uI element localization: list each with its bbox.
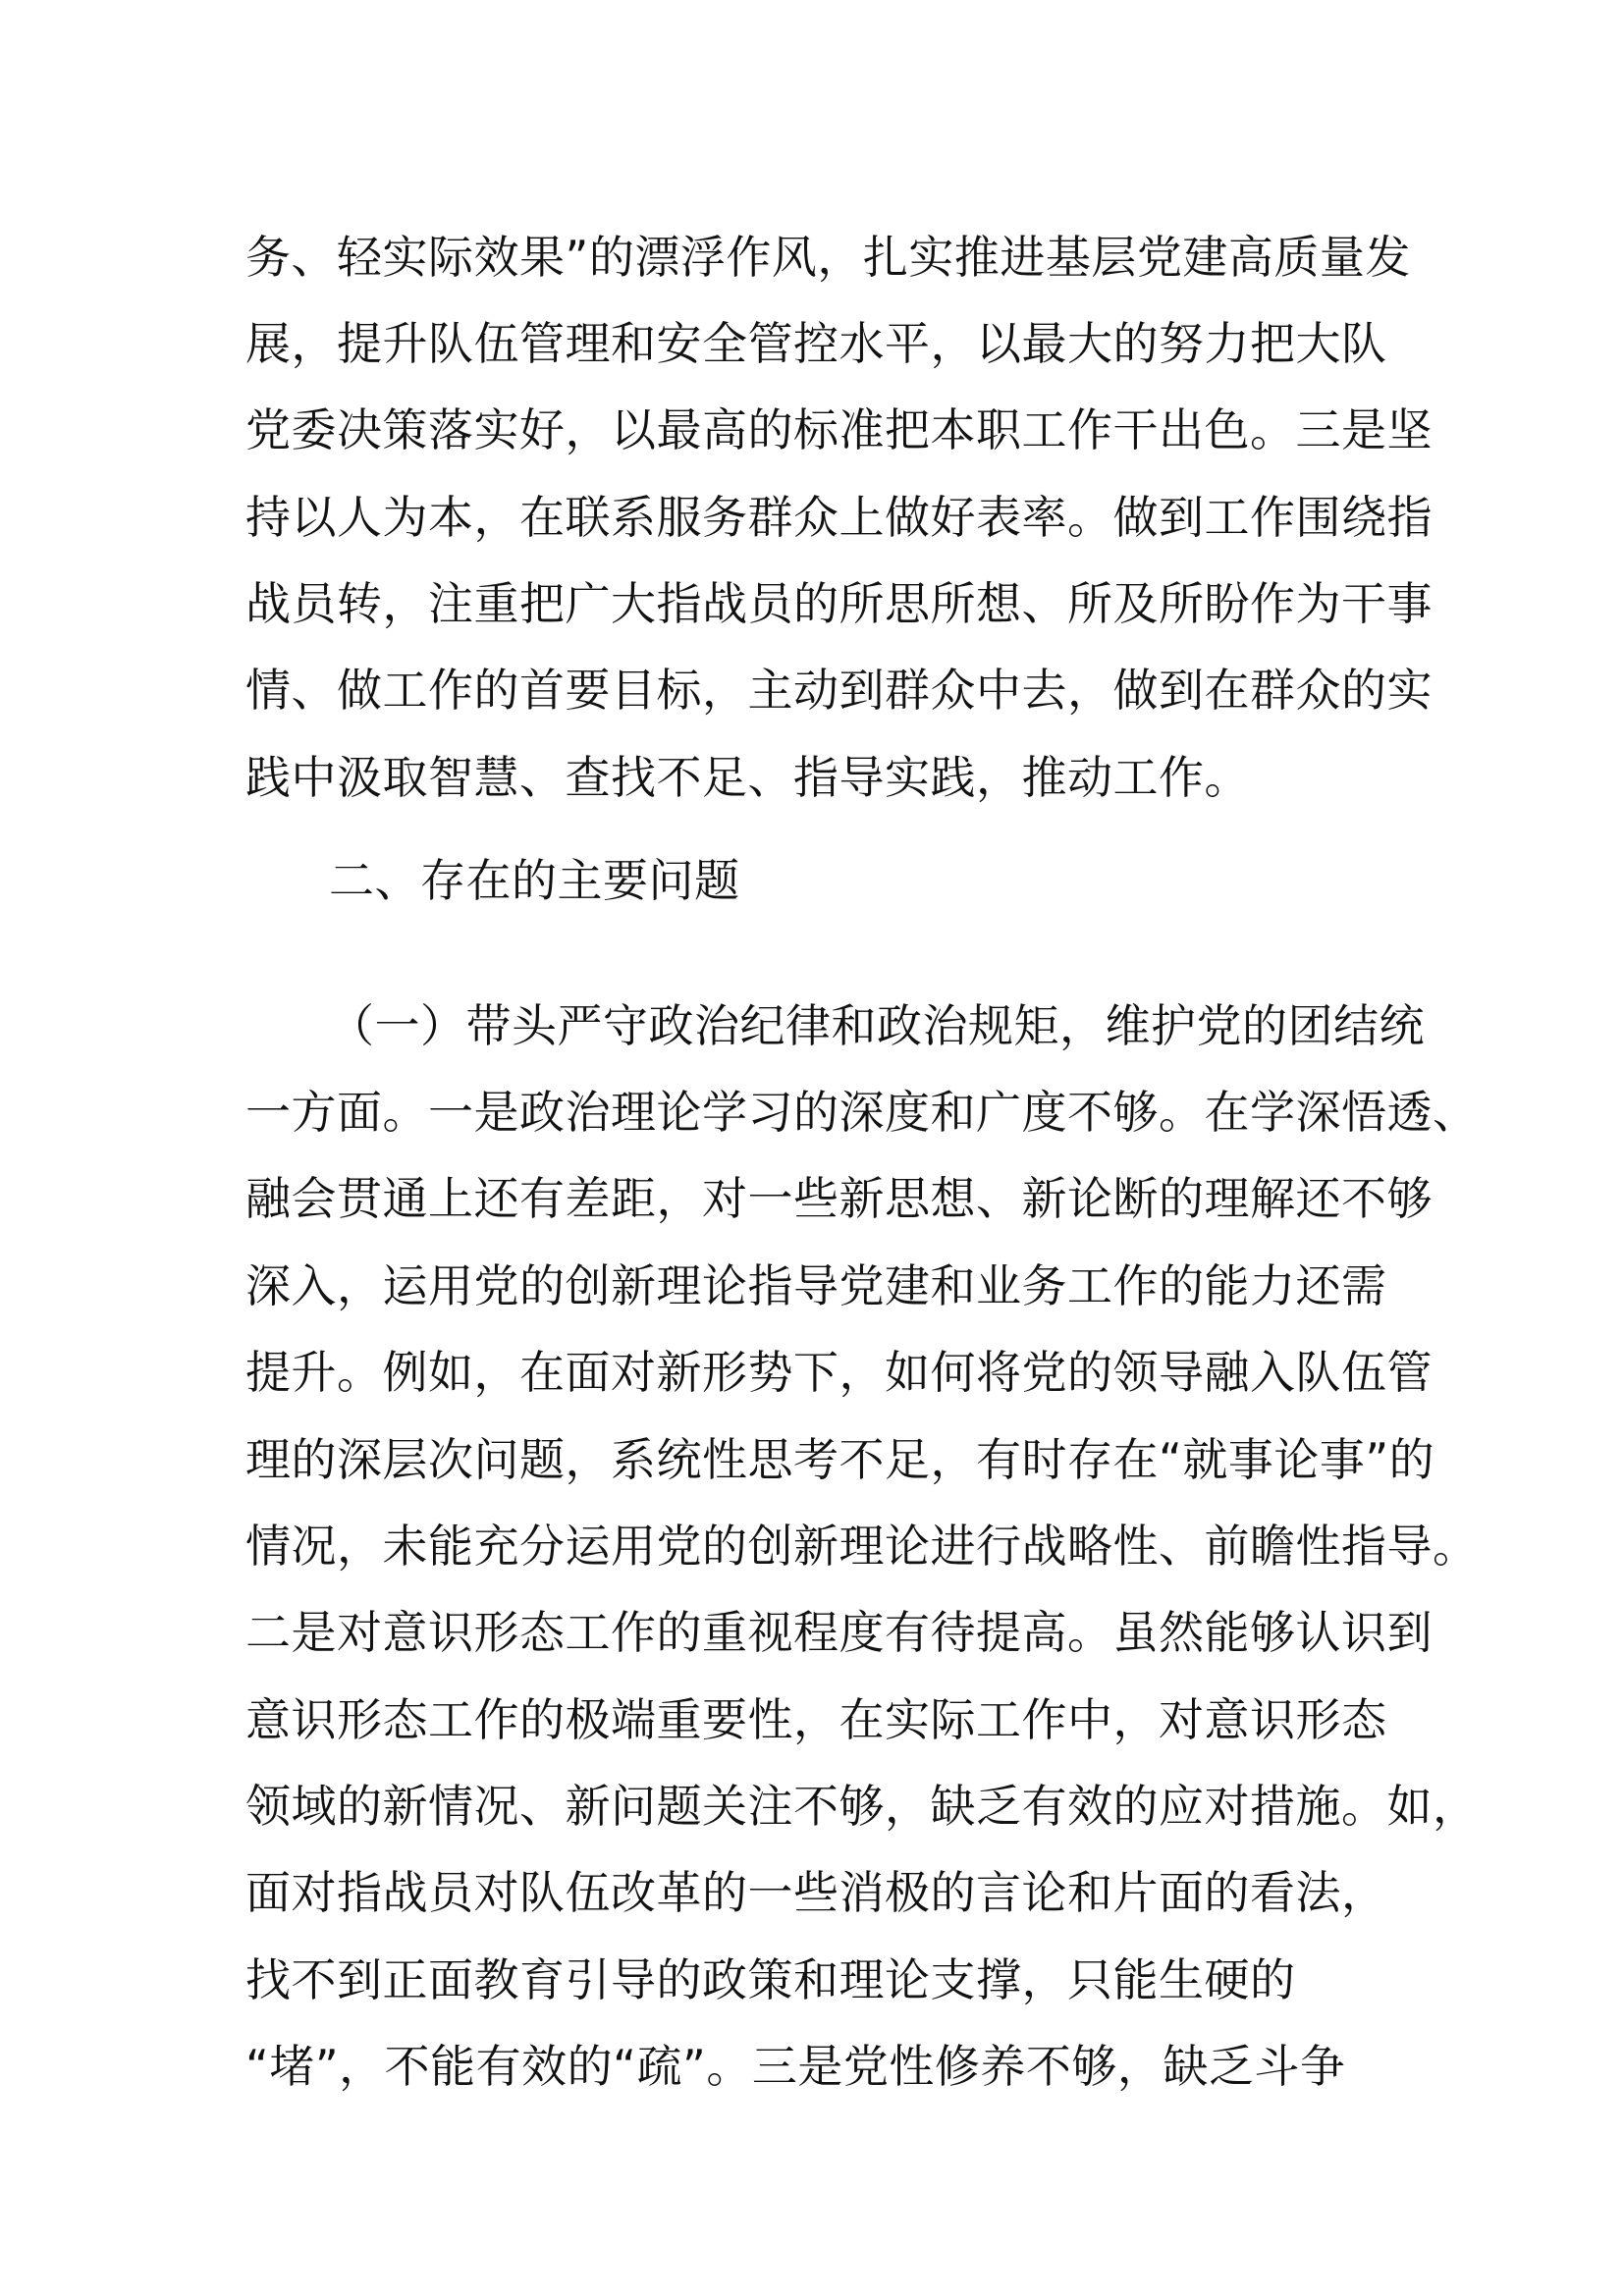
paragraph-line: 领域的新情况、新问题关注不够，缺乏有效的应对措施。如，: [245, 1780, 1479, 1833]
subsection-heading-line: （一）带头严守政治纪律和政治规矩，维护党的团结统: [329, 999, 1425, 1052]
paragraph-line: 战员转，注重把广大指战员的所思所想、所及所盼作为干事: [245, 577, 1433, 630]
paragraph-line: 一方面。一是政治理论学习的深度和广度不够。在学深悟透、: [245, 1086, 1479, 1139]
paragraph-line: 情况，未能充分运用党的创新理论进行战略性、前瞻性指导。: [245, 1520, 1479, 1573]
paragraph-line: 务、轻实际效果”的漂浮作风，扎实推进基层党建高质量发: [245, 231, 1411, 284]
section-heading: 二、存在的主要问题: [329, 854, 740, 907]
paragraph-line: 融会贯通上还有差距，对一些新思想、新论断的理解还不够: [245, 1172, 1433, 1225]
paragraph-line: 践中汲取智慧、查找不足、指导实践，推动工作。: [245, 751, 1250, 804]
paragraph-line: “堵”，不能有效的“疏”。三是党性修养不够，缺乏斗争: [245, 2040, 1346, 2093]
paragraph-line: 党委决策落实好，以最高的标准把本职工作干出色。三是坚: [245, 403, 1433, 456]
paragraph-line: 深入，运用党的创新理论指导党建和业务工作的能力还需: [245, 1259, 1387, 1312]
paragraph-line: 面对指战员对队伍改革的一些消极的言论和片面的看法，: [245, 1866, 1387, 1919]
paragraph-line: 找不到正面教育引导的政策和理论支撑，只能生硬的: [245, 1953, 1296, 2006]
paragraph-line: 二是对意识形态工作的重视程度有待提高。虽然能够认识到: [245, 1606, 1433, 1659]
paragraph-line: 意识形态工作的极端重要性，在实际工作中，对意识形态: [245, 1693, 1387, 1746]
paragraph-line: 提升。例如，在面对新形势下，如何将党的领导融入队伍管: [245, 1346, 1433, 1399]
paragraph-line: 理的深层次问题，系统性思考不足，有时存在“就事论事”的: [245, 1433, 1435, 1486]
paragraph-line: 持以人为本，在联系服务群众上做好表率。做到工作围绕指: [245, 491, 1433, 544]
paragraph-line: 展，提升队伍管理和安全管控水平，以最大的努力把大队: [245, 317, 1387, 370]
paragraph-line: 情、做工作的首要目标，主动到群众中去，做到在群众的实: [245, 664, 1433, 717]
